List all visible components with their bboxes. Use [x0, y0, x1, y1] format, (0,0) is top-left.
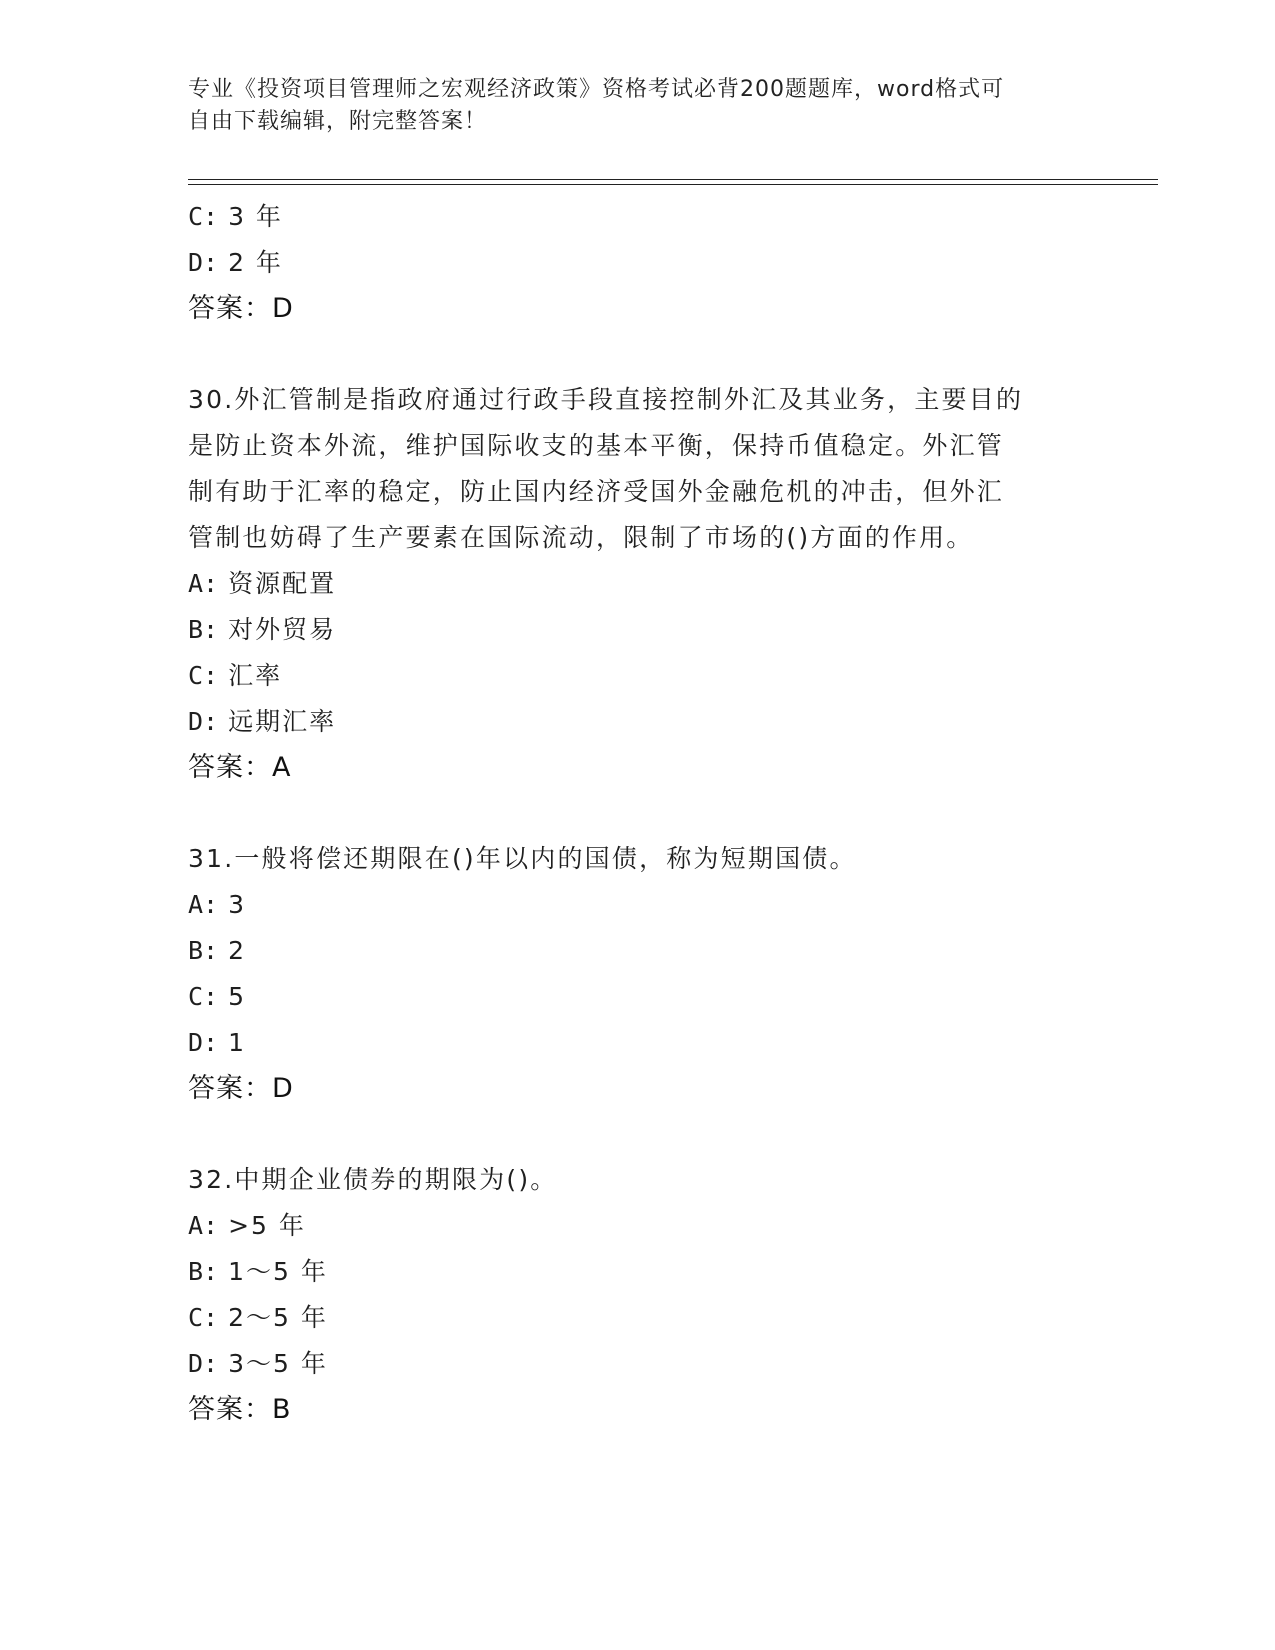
question-text-line: 30.外汇管制是指政府通过行政手段直接控制外汇及其业务，主要目的	[188, 385, 1024, 414]
option-line	[188, 1249, 1088, 1295]
option-line	[188, 607, 1088, 653]
question-text-line: 31.一般将偿还期限在()年以内的国债，称为短期国债。	[188, 844, 857, 873]
answer-line: 答案：A	[188, 752, 292, 783]
option-text: 远期汇率	[228, 707, 337, 736]
question-content	[188, 194, 1088, 1433]
option-text: 3～5 年	[228, 1349, 328, 1378]
spacer	[188, 1112, 1088, 1157]
option-text: 3	[228, 890, 246, 919]
option-letter: C:	[188, 202, 219, 231]
answer-line: 答案：D	[188, 293, 294, 324]
option-letter: C:	[188, 661, 219, 690]
question-text-line: 管制也妨碍了生产要素在国际流动，限制了市场的()方面的作用。	[188, 523, 974, 552]
question-text	[188, 377, 1088, 561]
question-text	[188, 836, 1088, 882]
option-letter: C:	[188, 1303, 219, 1332]
option-letter: D:	[188, 707, 219, 736]
option-letter: A:	[188, 1211, 219, 1240]
option-line	[188, 882, 1088, 928]
question-text-line: 是防止资本外流，维护国际收支的基本平衡，保持币值稳定。外汇管	[188, 431, 1005, 460]
option-text: 5	[228, 982, 246, 1011]
option-text: 1	[228, 1028, 246, 1057]
option-text: 2	[228, 936, 246, 965]
option-letter: D:	[188, 248, 219, 277]
option-text: 2 年	[228, 248, 283, 277]
question-32	[188, 1157, 1088, 1433]
option-line	[188, 1295, 1088, 1341]
option-text: >5 年	[228, 1211, 306, 1240]
option-line	[188, 699, 1088, 745]
option-text: 资源配置	[228, 569, 337, 598]
option-line	[188, 1020, 1088, 1066]
option-text: 1～5 年	[228, 1257, 328, 1286]
spacer	[188, 791, 1088, 836]
spacer	[188, 332, 1088, 377]
header-rule-bottom	[188, 184, 1158, 185]
option-line	[188, 194, 1088, 240]
prev-question	[188, 194, 1088, 332]
option-text: 汇率	[228, 661, 283, 690]
option-line	[188, 653, 1088, 699]
option-letter: D:	[188, 1028, 219, 1057]
option-letter: D:	[188, 1349, 219, 1378]
question-30	[188, 377, 1088, 791]
option-letter: A:	[188, 569, 219, 598]
option-letter: B:	[188, 1257, 219, 1286]
option-text: 2～5 年	[228, 1303, 328, 1332]
option-line	[188, 928, 1088, 974]
question-text	[188, 1157, 1088, 1203]
question-text-line: 32.中期企业债券的期限为()。	[188, 1165, 558, 1194]
header-line-2: 自由下载编辑，附完整答案！	[188, 109, 488, 134]
question-31	[188, 836, 1088, 1112]
option-letter: B:	[188, 615, 219, 644]
option-line	[188, 1341, 1088, 1387]
option-line	[188, 974, 1088, 1020]
answer-line: 答案：B	[188, 1394, 292, 1425]
option-text: 3 年	[228, 202, 283, 231]
option-line	[188, 1203, 1088, 1249]
option-text: 对外贸易	[228, 615, 337, 644]
question-text-line: 制有助于汇率的稳定，防止国内经济受国外金融危机的冲击，但外汇	[188, 477, 1005, 506]
option-letter: B:	[188, 936, 219, 965]
option-line	[188, 240, 1088, 286]
answer-line: 答案：D	[188, 1073, 294, 1104]
option-letter: A:	[188, 890, 219, 919]
header-line-1: 专业《投资项目管理师之宏观经济政策》资格考试必背200题题库，word格式可	[188, 77, 1005, 102]
option-line	[188, 561, 1088, 607]
option-letter: C:	[188, 982, 219, 1011]
header-rule-top	[188, 179, 1158, 180]
document-header	[188, 74, 1088, 138]
